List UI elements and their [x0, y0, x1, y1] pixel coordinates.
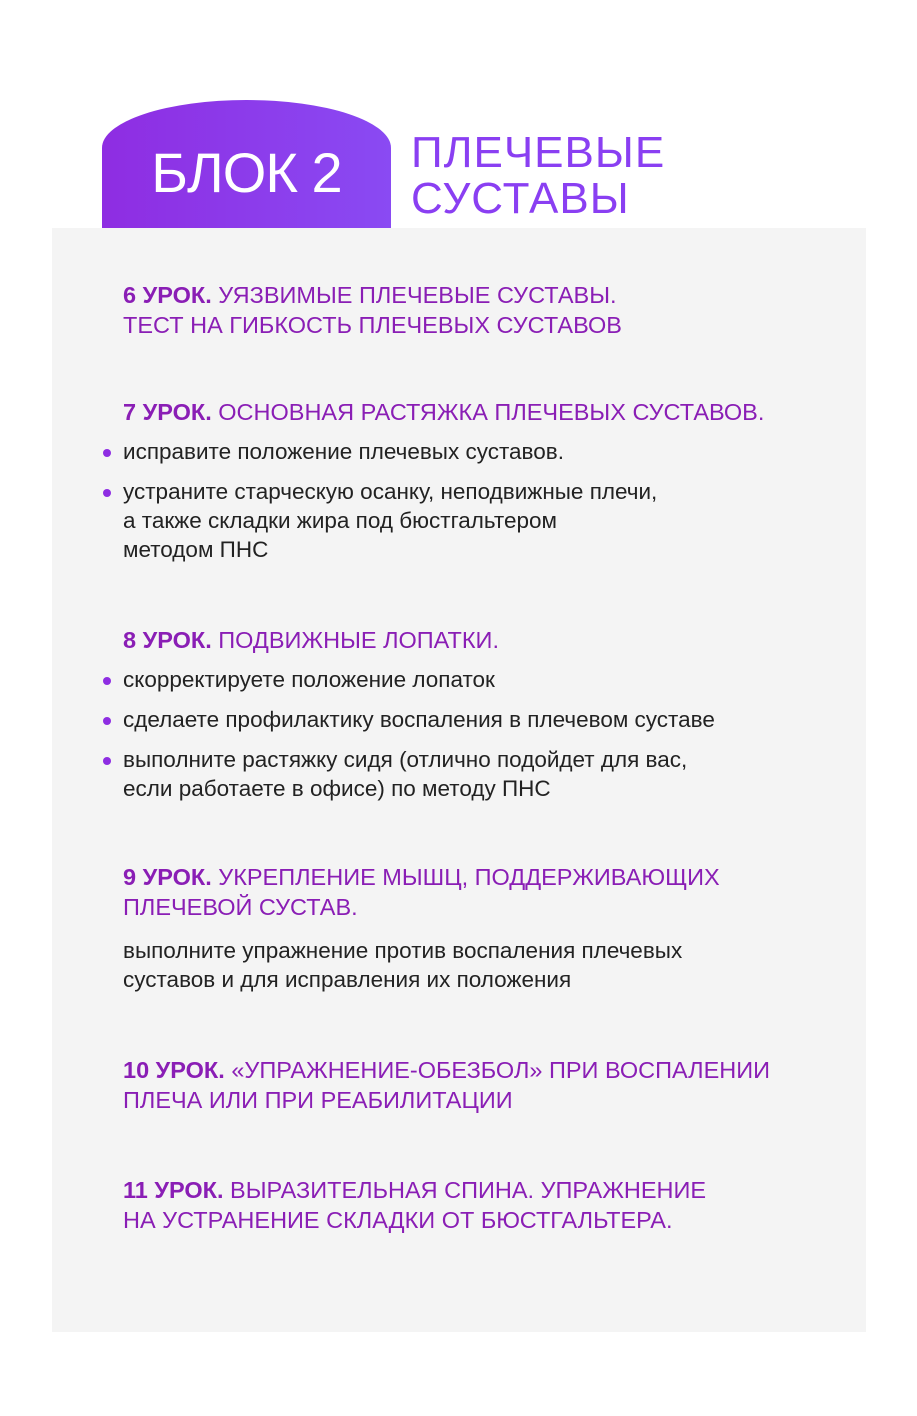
lesson-7-title	[123, 397, 853, 427]
lesson-7-bullets	[123, 437, 853, 564]
list-item: устраните старческую осанку, неподвижные плечи, а также складки жира под бюстгальтером методом ПНС	[123, 477, 853, 564]
lesson-title-text: ОСНОВНАЯ РАСТЯЖКА ПЛЕЧЕВЫХ СУСТАВОВ.	[211, 399, 765, 425]
lesson-11-title	[123, 1175, 853, 1235]
lesson-8-bullets	[123, 665, 853, 803]
block-label: БЛОК 2	[151, 141, 342, 204]
lesson-title-text: ПЛЕЧЕВОЙ СУСТАВ.	[123, 894, 358, 920]
block-title-line1: ПЛЕЧЕВЫЕ	[411, 128, 666, 177]
lesson-number: 7 УРОК.	[123, 399, 212, 425]
bullet-dot-icon	[103, 449, 111, 457]
lesson-10-title	[123, 1055, 853, 1115]
lesson-8-title	[123, 625, 853, 655]
lesson-title-text: УКРЕПЛЕНИЕ МЫШЦ, ПОДДЕРЖИВАЮЩИХ	[211, 864, 720, 890]
lesson-9-title	[123, 862, 853, 922]
lesson-9-description: выполните упражнение против воспаления плечевых суставов и для исправления их положения	[123, 938, 683, 992]
list-item: скорректируете положение лопаток	[123, 665, 853, 694]
bullet-dot-icon	[103, 717, 111, 725]
lesson-number: 11 УРОК.	[123, 1177, 224, 1203]
lesson-title-text: УЯЗВИМЫЕ ПЛЕЧЕВЫЕ СУСТАВЫ.	[211, 282, 617, 308]
lesson-number: 6 УРОК.	[123, 282, 212, 308]
lesson-title-text: «УПРАЖНЕНИЕ-ОБЕЗБОЛ» ПРИ ВОСПАЛЕНИИ	[224, 1057, 771, 1083]
lesson-title-text: ПЛЕЧА ИЛИ ПРИ РЕАБИЛИТАЦИИ	[123, 1087, 513, 1113]
list-item: исправите положение плечевых суставов.	[123, 437, 853, 466]
block-title-line2: СУСТАВЫ	[411, 174, 630, 223]
list-item: выполните растяжку сидя (отлично подойдет для вас, если работаете в офисе) по методу ПНС	[123, 745, 853, 803]
lesson-number: 8 УРОК.	[123, 627, 212, 653]
bullet-dot-icon	[103, 489, 111, 497]
lesson-title-text: НА УСТРАНЕНИЕ СКЛАДКИ ОТ БЮСТГАЛЬТЕРА.	[123, 1207, 673, 1233]
bullet-dot-icon	[103, 677, 111, 685]
block-tab	[102, 100, 391, 230]
lesson-title-text: ВЫРАЗИТЕЛЬНАЯ СПИНА. УПРАЖНЕНИЕ	[223, 1177, 707, 1203]
lesson-number: 10 УРОК.	[123, 1057, 225, 1083]
lesson-6-title	[123, 280, 853, 340]
bullet-dot-icon	[103, 757, 111, 765]
list-item: сделаете профилактику воспаления в плечевом суставе	[123, 705, 853, 734]
lesson-number: 9 УРОК.	[123, 864, 212, 890]
lesson-title-text: ПОДВИЖНЫЕ ЛОПАТКИ.	[211, 627, 499, 653]
block-title	[411, 130, 665, 222]
lesson-title-text: ТЕСТ НА ГИБКОСТЬ ПЛЕЧЕВЫХ СУСТАВОВ	[123, 312, 622, 338]
